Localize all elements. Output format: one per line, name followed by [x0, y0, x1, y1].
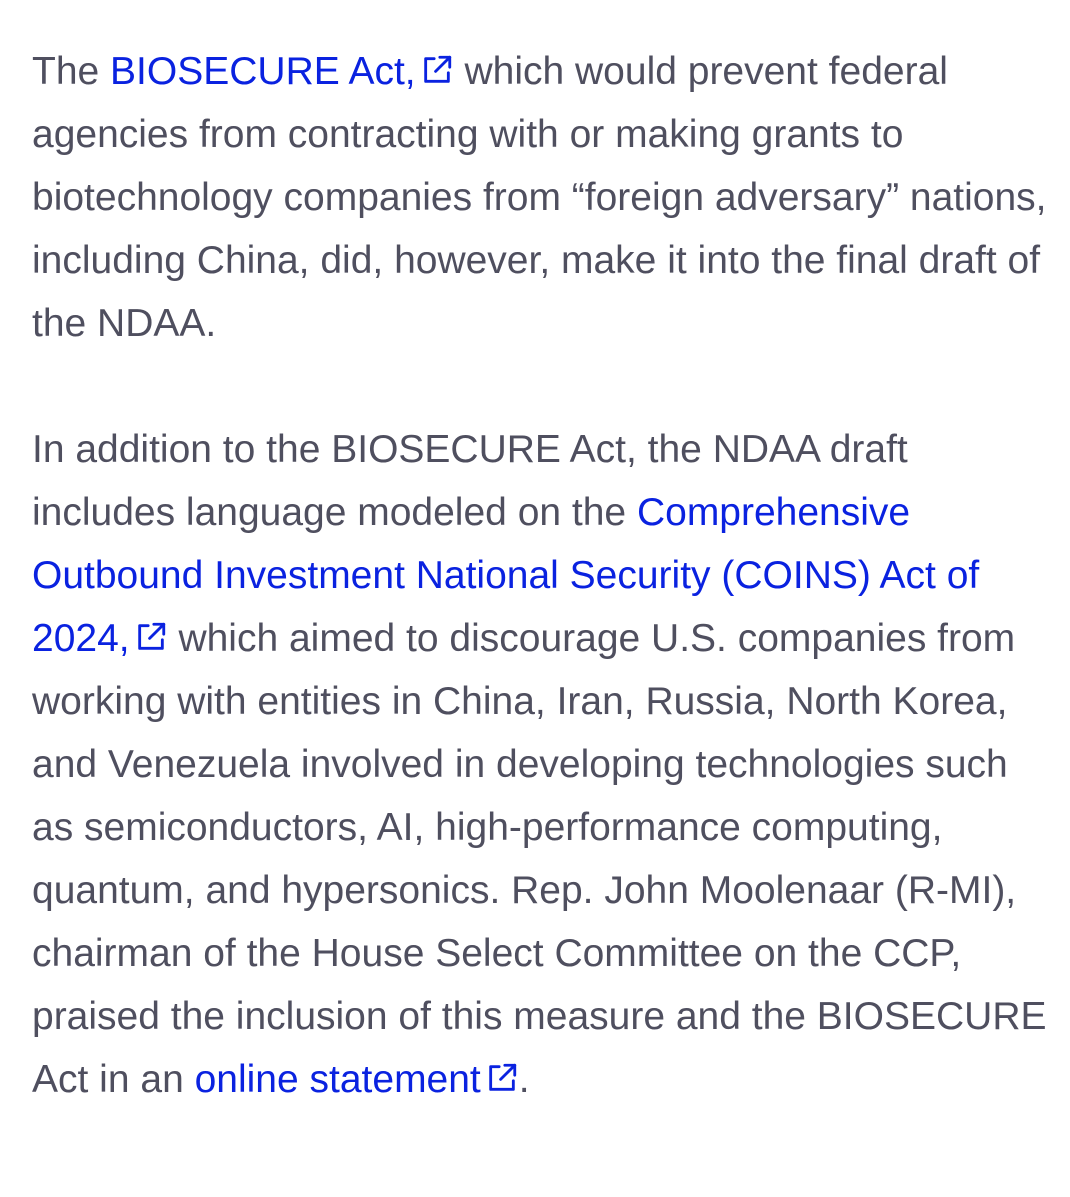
- paragraph-lead: In addition to the BIOSECURE Act, the NDAA draft includes language modeled on the: [32, 428, 908, 534]
- external-link-icon: [134, 620, 168, 654]
- paragraph-biosecure: [32, 40, 1050, 355]
- paragraph-text: which would prevent federal agencies from contracting with or making grants to biotechnology companies from “foreign adversary” nations, including China, did, however, make it into the final draft of the NDAA.: [32, 50, 1047, 345]
- biosecure-act-link[interactable]: [110, 50, 454, 93]
- paragraph-end: .: [518, 1058, 530, 1101]
- external-link-icon: [485, 1061, 519, 1095]
- paragraph-text: which aimed to discourage U.S. companies from working with entities in China, Iran, Russia, North Korea, and Venezuela involved in developing technologies such as semiconductors, AI, high-performance computing, quantum, and hypersonics. Rep. John Moolenaar (R-MI), chairman of the House Select Committee on the CCP, praised the inclusion of this measure and the BIOSECURE Act in an: [32, 617, 1047, 1101]
- article-body: [32, 40, 1050, 1111]
- paragraph-coins: [32, 418, 1050, 1111]
- link-label: online statement: [194, 1058, 481, 1101]
- link-label: Comprehensive Outbound Investment National Security (COINS) Act of 2024,: [32, 491, 980, 660]
- external-link-icon: [420, 53, 454, 87]
- paragraph-lead: The: [32, 50, 111, 93]
- link-label: BIOSECURE Act,: [110, 50, 416, 93]
- online-statement-link[interactable]: [195, 1058, 519, 1101]
